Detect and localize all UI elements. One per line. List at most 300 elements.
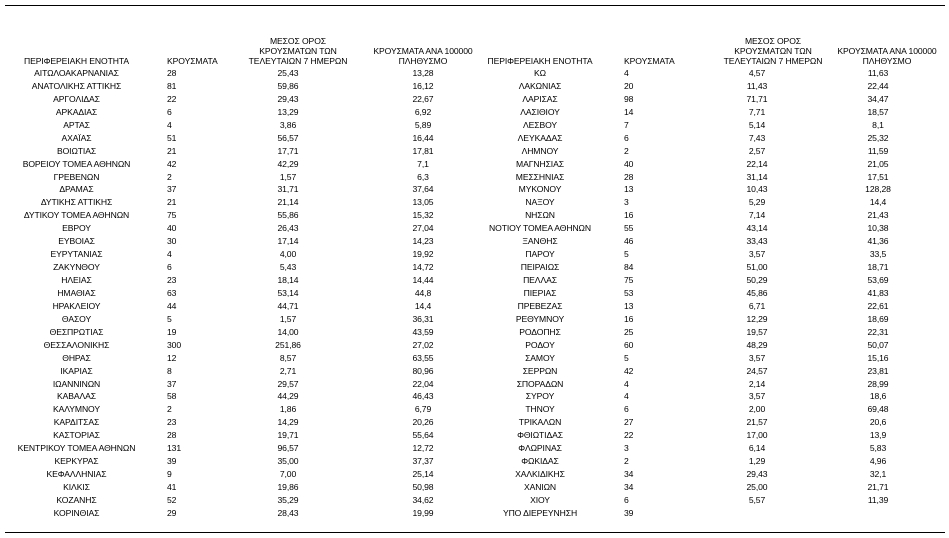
table-cell-region: ΡΕΘΥΜΝΟΥ [515, 313, 565, 324]
table-cell-cases: 29 [167, 507, 177, 518]
table-cell-avg: 22,14 [746, 158, 768, 169]
table-cell-per100k: 36,31 [412, 313, 434, 324]
table-cell-region: ΕΥΒΟΙΑΣ [58, 236, 95, 247]
table-cell-cases: 13 [624, 300, 634, 311]
table-cell-cases: 13 [624, 184, 634, 195]
header-region-left [5, 28, 148, 66]
table-cell-per100k: 22,04 [412, 378, 434, 389]
table-cell-per100k: 6,79 [414, 404, 432, 415]
header-region-right-label: ΠΕΡΙΦΕΡΕΙΑΚΗ ΕΝΟΤΗΤΑ [487, 56, 593, 66]
table-cell-avg: 48,29 [746, 339, 768, 350]
table-cell-per100k: 32,1 [869, 469, 887, 480]
table-cell-region: ΛΗΜΝΟΥ [521, 145, 559, 156]
table-cell-region: ΗΛΕΙΑΣ [61, 275, 92, 285]
table-cell-per100k: 11,63 [867, 68, 889, 78]
table-cell-cases: 2 [167, 404, 172, 415]
table-cell-avg: 24,57 [746, 365, 768, 376]
table-cell-cases: 14 [624, 106, 634, 117]
table-cell-cases: 8 [167, 365, 172, 376]
left-cases-column [167, 67, 227, 520]
table-cell-cases: 20 [624, 80, 634, 91]
table-cell-cases: 5 [624, 352, 629, 363]
table-cell-avg: 7,00 [279, 469, 297, 480]
table-cell-per100k: 11,39 [867, 494, 889, 505]
table-cell-per100k: 25,14 [412, 469, 434, 480]
table-cell-cases: 4 [624, 391, 629, 402]
table-cell-region: ΘΕΣΠΡΩΤΙΑΣ [49, 326, 104, 337]
table-cell-region: ΚΑΒΑΛΑΣ [56, 391, 96, 402]
table-cell-avg: 55,86 [277, 210, 299, 221]
table-cell-avg: 53,14 [277, 287, 299, 298]
table-cell-per100k: 14,72 [412, 262, 434, 273]
table-cell-region: ΜΕΣΣΗΝΙΑΣ [515, 171, 565, 182]
table-cell-cases: 2 [624, 456, 629, 467]
table-cell-cases: 41 [167, 482, 177, 492]
table-cell-avg: 2,00 [748, 404, 766, 415]
header-per100k-right [830, 28, 944, 66]
table-cell-cases: 53 [624, 287, 634, 298]
table-cell-region: ΛΑΚΩΝΙΑΣ [518, 80, 562, 91]
table-cell-region: ΚΕΝΤΡΙΚΟΥ ΤΟΜΕΑ ΑΘΗΝΩΝ [17, 443, 136, 454]
table-cell-avg: 56,57 [277, 132, 299, 143]
table-cell-cases: 22 [167, 93, 177, 104]
table-cell-per100k: 50,07 [867, 339, 889, 350]
table-cell-cases: 12 [167, 352, 177, 363]
table-cell-region: ΘΕΣΣΑΛΟΝΙΚΗΣ [43, 339, 110, 350]
table-cell-cases: 5 [167, 313, 172, 324]
table-cell-cases: 75 [167, 210, 177, 221]
table-cell-avg: 2,57 [748, 145, 766, 156]
table-cell-region: ΔΥΤΙΚΗΣ ΑΤΤΙΚΗΣ [40, 197, 113, 208]
table-cell-cases: 21 [167, 197, 177, 208]
table-cell-cases: 2 [167, 171, 172, 182]
table-cell-avg: 35,00 [277, 456, 299, 467]
table-cell-cases: 27 [624, 417, 634, 428]
table-cell-avg: 5,57 [748, 494, 766, 505]
table-cell-per100k: 33,5 [869, 249, 887, 260]
table-cell-avg: 3,57 [748, 391, 766, 402]
table-cell-avg [727, 507, 787, 520]
table-cell-avg: 31,14 [746, 171, 768, 182]
table-cell-region: ΙΩΑΝΝΙΝΩΝ [52, 378, 101, 389]
left-per100k-column [393, 67, 453, 520]
table-cell-per100k: 21,43 [867, 210, 889, 221]
table-cell-region: ΣΥΡΟΥ [525, 391, 555, 402]
table-cell-avg: 33,43 [746, 236, 768, 247]
header-region-right [470, 28, 610, 66]
header-avg-left-line: ΜΕΣΟΣ ΟΡΟΣ [269, 36, 326, 46]
table-cell-avg: 19,71 [277, 430, 299, 441]
table-cell-cases: 16 [624, 210, 634, 221]
table-cell-per100k: 44,8 [414, 287, 432, 298]
header-avg-right-line: ΚΡΟΥΣΜΑΤΩΝ ΤΩΝ [734, 46, 812, 56]
table-cell-per100k: 20,6 [869, 417, 887, 428]
table-cell-region: ΦΩΚΙΔΑΣ [521, 456, 559, 467]
table-cell-per100k: 46,43 [412, 391, 434, 402]
table-cell-cases: 98 [624, 93, 634, 104]
table-cell-region: ΑΡΓΟΛΙΔΑΣ [53, 93, 100, 104]
table-cell-region: ΧΙΟΥ [530, 494, 550, 505]
table-cell-cases: 25 [624, 326, 634, 337]
table-cell-region: ΦΘΙΩΤΙΔΑΣ [517, 430, 563, 441]
table-cell-region: ΡΟΔΟΥ [525, 339, 555, 350]
table-cell-per100k: 69,48 [867, 404, 889, 415]
table-cell-cases: 6 [167, 262, 172, 273]
right-per100k-column [848, 67, 908, 520]
table-cell-cases: 60 [624, 339, 634, 350]
header-cases-right [624, 28, 684, 66]
table-cell-per100k: 14,4 [414, 300, 432, 311]
table-cell-per100k: 5,83 [869, 443, 887, 454]
table-cell-per100k: 6,3 [417, 171, 429, 182]
table-cell-cases: 34 [624, 482, 634, 492]
header-avg-right [716, 28, 830, 66]
table-cell-avg: 13,29 [277, 106, 299, 117]
table-cell-avg: 3,57 [748, 352, 766, 363]
table-cell-avg: 44,71 [277, 300, 299, 311]
table-cell-avg: 1,57 [279, 313, 297, 324]
table-cell-region: ΥΠΟ ΔΙΕΡΕΥΝΗΣΗ [502, 507, 578, 518]
table-cell-region: ΣΑΜΟΥ [525, 352, 555, 363]
table-cell-region: ΒΟΙΩΤΙΑΣ [56, 145, 97, 156]
table-cell-region: ΚΙΛΚΙΣ [63, 482, 90, 492]
table-bottom-rule [5, 532, 945, 533]
table-cell-region: ΛΑΣΙΘΙΟΥ [520, 106, 560, 117]
table-cell-cases: 4 [624, 68, 629, 78]
table-cell-avg: 7,71 [748, 106, 766, 117]
table-cell-avg: 17,14 [277, 236, 299, 247]
table-cell-avg: 31,71 [277, 184, 299, 195]
table-cell-region: ΚΕΦΑΛΛΗΝΙΑΣ [46, 469, 107, 480]
table-cell-region: ΞΑΝΘΗΣ [522, 236, 558, 247]
table-cell-per100k: 14,23 [412, 236, 434, 247]
table-cell-region: ΚΩ [534, 68, 546, 78]
table-cell-avg: 2,14 [748, 378, 766, 389]
table-cell-per100k: 16,12 [412, 80, 434, 91]
table-cell-per100k: 6,92 [414, 106, 432, 117]
table-cell-avg: 17,71 [277, 145, 299, 156]
table-cell-region: ΑΡΤΑΣ [63, 119, 90, 130]
table-cell-region: ΘΑΣΟΥ [61, 313, 92, 324]
table-cell-avg: 19,57 [746, 326, 768, 337]
table-cell-avg: 2,71 [279, 365, 297, 376]
table-cell-cases: 131 [167, 443, 182, 454]
table-cell-avg: 5,14 [748, 119, 766, 130]
table-cell-per100k: 37,64 [412, 184, 434, 195]
table-cell-region: ΒΟΡΕΙΟΥ ΤΟΜΕΑ ΑΘΗΝΩΝ [22, 158, 131, 169]
table-cell-region: ΑΝΑΤΟΛΙΚΗΣ ΑΤΤΙΚΗΣ [31, 80, 122, 91]
table-cell-per100k: 55,64 [412, 430, 434, 441]
table-cell-region: ΝΟΤΙΟΥ ΤΟΜΕΑ ΑΘΗΝΩΝ [489, 223, 591, 234]
table-cell-avg: 26,43 [277, 223, 299, 234]
table-cell-region: ΚΟΖΑΝΗΣ [56, 494, 97, 505]
table-cell-per100k: 22,31 [867, 326, 889, 337]
table-cell-cases: 28 [624, 171, 634, 182]
table-cell-avg: 3,57 [748, 249, 766, 260]
table-cell-per100k: 7,1 [417, 158, 429, 169]
table-cell-cases: 37 [167, 184, 177, 195]
table-cell-cases: 5 [624, 249, 629, 260]
table-cell-per100k: 18,6 [869, 391, 887, 402]
table-cell-cases: 42 [167, 158, 177, 169]
table-cell-avg: 5,29 [748, 197, 766, 208]
table-cell-cases: 21 [167, 145, 177, 156]
table-cell-avg: 12,29 [746, 313, 768, 324]
table-cell-cases: 3 [624, 197, 629, 208]
header-avg-left [243, 28, 353, 66]
table-cell-cases: 6 [167, 106, 172, 117]
table-cell-per100k: 4,96 [869, 456, 887, 467]
table-cell-per100k [848, 507, 908, 520]
table-cell-cases: 40 [624, 158, 634, 169]
table-cell-per100k: 128,28 [865, 184, 891, 195]
table-cell-cases: 2 [624, 145, 629, 156]
table-cell-region: ΣΕΡΡΩΝ [522, 365, 558, 376]
table-cell-region: ΠΙΕΡΙΑΣ [523, 287, 557, 298]
table-cell-cases: 81 [167, 80, 177, 91]
table-cell-avg: 21,14 [277, 197, 299, 208]
table-cell-avg: 1,57 [279, 171, 297, 182]
header-per100k-left [368, 28, 478, 66]
table-cell-avg: 7,14 [748, 210, 766, 221]
table-cell-cases: 6 [624, 404, 629, 415]
table-cell-cases: 7 [624, 119, 629, 130]
table-cell-region: ΗΡΑΚΛΕΙΟΥ [52, 300, 101, 311]
table-cell-avg: 3,86 [279, 119, 297, 130]
table-cell-region: ΜΑΓΝΗΣΙΑΣ [516, 158, 564, 169]
table-cell-per100k: 18,69 [867, 313, 889, 324]
table-cell-cases: 3 [624, 443, 629, 454]
table-cell-per100k: 23,81 [867, 365, 889, 376]
table-cell-region: ΙΚΑΡΙΑΣ [60, 365, 93, 376]
table-cell-avg: 42,29 [277, 158, 299, 169]
table-cell-per100k: 80,96 [412, 365, 434, 376]
table-cell-region: ΛΕΣΒΟΥ [522, 119, 558, 130]
right-avg-column [727, 67, 787, 520]
table-cell-per100k: 18,57 [867, 106, 889, 117]
table-cell-per100k: 13,28 [412, 68, 434, 78]
header-avg-right-line: ΤΕΛΕΥΤΑΙΩΝ 7 ΗΜΕΡΩΝ [723, 56, 823, 66]
table-cell-region: ΔΡΑΜΑΣ [59, 184, 94, 195]
table-cell-avg: 251,86 [275, 339, 301, 350]
table-cell-avg: 44,29 [277, 391, 299, 402]
table-cell-per100k: 13,9 [869, 430, 887, 441]
table-cell-per100k: 12,72 [412, 443, 434, 454]
table-cell-region: ΜΥΚΟΝΟΥ [518, 184, 562, 195]
table-cell-region: ΣΠΟΡΑΔΩΝ [516, 378, 564, 389]
table-cell-cases: 37 [167, 378, 177, 389]
table-cell-cases: 34 [624, 469, 634, 480]
table-cell-per100k: 22,44 [867, 80, 889, 91]
table-cell-per100k: 15,32 [412, 210, 434, 221]
table-cell-region: ΕΒΡΟΥ [62, 223, 91, 234]
header-avg-left-line: ΚΡΟΥΣΜΑΤΩΝ ΤΩΝ [259, 46, 337, 56]
header-cases-right-label: ΚΡΟΥΣΜΑΤΑ [624, 56, 675, 66]
table-cell-per100k: 53,69 [867, 275, 889, 285]
table-cell-avg: 45,86 [746, 287, 768, 298]
table-cell-region: ΚΟΡΙΝΘΙΑΣ [53, 507, 100, 518]
table-cell-avg: 5,43 [279, 262, 297, 273]
table-cell-region: ΑΧΑΪΑΣ [61, 132, 92, 143]
table-cell-region: ΠΕΛΛΑΣ [523, 275, 557, 285]
table-cell-avg: 29,57 [277, 378, 299, 389]
table-cell-per100k: 19,99 [412, 507, 434, 518]
table-cell-cases: 44 [167, 300, 177, 311]
table-cell-per100k: 10,38 [867, 223, 889, 234]
table-cell-avg: 25,43 [277, 68, 299, 78]
table-cell-cases: 28 [167, 430, 177, 441]
left-avg-column [258, 67, 318, 520]
table-cell-per100k: 21,05 [867, 158, 889, 169]
table-cell-avg: 19,86 [277, 482, 299, 492]
table-cell-avg: 14,00 [277, 326, 299, 337]
table-cell-per100k: 19,92 [412, 249, 434, 260]
table-cell-avg: 8,57 [279, 352, 297, 363]
table-cell-region: ΠΡΕΒΕΖΑΣ [517, 300, 563, 311]
table-cell-cases: 23 [167, 417, 177, 428]
table-cell-cases: 16 [624, 313, 634, 324]
table-cell-region: ΚΕΡΚΥΡΑΣ [54, 456, 99, 467]
table-cell-region: ΑΡΚΑΔΙΑΣ [55, 106, 98, 117]
header-avg-left-line: ΤΕΛΕΥΤΑΙΩΝ 7 ΗΜΕΡΩΝ [248, 56, 348, 66]
table-cell-cases: 55 [624, 223, 634, 234]
table-cell-avg: 4,57 [748, 68, 766, 78]
left-region-column [5, 67, 148, 520]
table-cell-cases: 39 [167, 456, 177, 467]
table-cell-cases: 9 [167, 469, 172, 480]
table-cell-avg: 96,57 [277, 443, 299, 454]
table-cell-region: ΖΑΚΥΝΘΟΥ [53, 262, 100, 273]
header-avg-right-line: ΜΕΣΟΣ ΟΡΟΣ [744, 36, 801, 46]
table-cell-per100k: 5,89 [414, 119, 432, 130]
table-cell-avg: 35,29 [277, 494, 299, 505]
table-cell-per100k: 14,4 [869, 197, 887, 208]
table-cell-per100k: 22,67 [412, 93, 434, 104]
table-cell-per100k: 21,71 [867, 482, 889, 492]
table-cell-per100k: 34,47 [867, 93, 889, 104]
table-cell-cases: 30 [167, 236, 177, 247]
table-cell-per100k: 17,51 [867, 171, 889, 182]
table-cell-per100k: 27,04 [412, 223, 434, 234]
table-cell-region: ΚΑΡΔΙΤΣΑΣ [53, 417, 100, 428]
table-cell-cases: 51 [167, 132, 177, 143]
table-cell-region: ΝΑΞΟΥ [525, 197, 555, 208]
table-cell-avg: 21,57 [746, 417, 768, 428]
header-cases-left [167, 28, 227, 66]
table-cell-per100k: 20,26 [412, 417, 434, 428]
table-cell-region: ΤΗΝΟΥ [525, 404, 555, 415]
header-per100k-right-line: ΠΛΗΘΥΣΜΟ [862, 56, 912, 66]
table-cell-avg: 29,43 [277, 93, 299, 104]
table-cell-region: ΕΥΡΥΤΑΝΙΑΣ [50, 249, 103, 260]
table-cell-cases: 58 [167, 391, 177, 402]
table-cell-region: ΗΜΑΘΙΑΣ [57, 287, 96, 298]
table-cell-per100k: 37,37 [412, 456, 434, 467]
table-cell-region: ΝΗΣΩΝ [525, 210, 555, 221]
right-cases-column [624, 67, 684, 520]
table-cell-per100k: 41,36 [867, 236, 889, 247]
table-cell-per100k: 25,32 [867, 132, 889, 143]
table-cell-avg: 10,43 [746, 184, 768, 195]
table-cell-avg: 18,14 [277, 275, 299, 285]
table-cell-per100k: 43,59 [412, 326, 434, 337]
table-cell-per100k: 27,02 [412, 339, 434, 350]
table-cell-region: ΧΑΛΚΙΔΙΚΗΣ [515, 469, 565, 480]
table-cell-avg: 7,43 [748, 132, 766, 143]
table-cell-region: ΚΑΛΥΜΝΟΥ [52, 404, 100, 415]
table-cell-cases: 42 [624, 365, 634, 376]
table-cell-cases: 4 [167, 249, 172, 260]
table-cell-region: ΓΡΕΒΕΝΩΝ [53, 171, 100, 182]
table-cell-cases: 6 [624, 132, 629, 143]
table-cell-cases: 4 [624, 378, 629, 389]
table-cell-region: ΛΕΥΚΑΔΑΣ [517, 132, 563, 143]
table-cell-avg: 17,00 [746, 430, 768, 441]
table-cell-region: ΚΑΣΤΟΡΙΑΣ [53, 430, 100, 441]
table-cell-cases: 84 [624, 262, 634, 273]
table-cell-region: ΡΟΔΟΠΗΣ [519, 326, 561, 337]
table-cell-region: ΑΙΤΩΛΟΑΚΑΡΝΑΝΙΑΣ [34, 68, 119, 78]
header-region-left-label: ΠΕΡΙΦΕΡΕΙΑΚΗ ΕΝΟΤΗΤΑ [24, 56, 129, 66]
table-cell-per100k: 14,44 [412, 275, 434, 285]
table-cell-cases: 39 [624, 507, 634, 518]
right-region-column [470, 67, 610, 520]
table-cell-per100k: 34,62 [412, 494, 434, 505]
table-cell-per100k: 22,61 [867, 300, 889, 311]
table-cell-cases: 63 [167, 287, 177, 298]
table-cell-avg: 6,14 [748, 443, 766, 454]
table-cell-region: ΧΑΝΙΩΝ [523, 482, 557, 492]
table-cell-avg: 51,00 [746, 262, 768, 273]
table-cell-region: ΘΗΡΑΣ [62, 352, 91, 363]
header-per100k-left-line: ΠΛΗΘΥΣΜΟ [398, 56, 448, 66]
table-cell-region: ΠΑΡΟΥ [525, 249, 555, 260]
table-cell-per100k: 41,83 [867, 287, 889, 298]
table-cell-avg: 28,43 [277, 507, 299, 518]
table-cell-cases: 300 [167, 339, 182, 350]
table-cell-cases: 4 [167, 119, 172, 130]
table-cell-cases: 23 [167, 275, 177, 285]
table-cell-per100k: 17,81 [412, 145, 434, 156]
table-cell-per100k: 11,59 [867, 145, 889, 156]
table-cell-per100k: 28,99 [867, 378, 889, 389]
table-cell-avg: 43,14 [746, 223, 768, 234]
header-per100k-right-line: ΚΡΟΥΣΜΑΤΑ ΑΝΑ 100000 [837, 46, 937, 56]
table-cell-avg: 50,29 [746, 275, 768, 285]
table-cell-cases: 75 [624, 275, 634, 285]
table-cell-per100k: 18,71 [867, 262, 889, 273]
table-cell-cases: 6 [624, 494, 629, 505]
table-cell-avg: 6,71 [748, 300, 766, 311]
table-cell-cases: 28 [167, 68, 177, 78]
table-top-rule [5, 5, 945, 6]
table-cell-per100k: 13,05 [412, 197, 434, 208]
table-cell-avg: 4,00 [279, 249, 297, 260]
table-cell-per100k: 15,16 [867, 352, 889, 363]
table-cell-avg: 1,86 [279, 404, 297, 415]
table-cell-avg: 11,43 [746, 80, 768, 91]
header-per100k-left-line: ΚΡΟΥΣΜΑΤΑ ΑΝΑ 100000 [373, 46, 473, 56]
table-cell-per100k: 50,98 [412, 482, 434, 492]
table-cell-cases: 46 [624, 236, 634, 247]
table-cell-per100k: 8,1 [872, 119, 884, 130]
table-cell-avg: 1,29 [748, 456, 766, 467]
table-cell-per100k: 63,55 [412, 352, 434, 363]
table-cell-cases: 19 [167, 326, 177, 337]
table-cell-avg: 71,71 [746, 93, 768, 104]
header-cases-left-label: ΚΡΟΥΣΜΑΤΑ [167, 56, 218, 66]
table-cell-avg: 29,43 [746, 469, 768, 480]
